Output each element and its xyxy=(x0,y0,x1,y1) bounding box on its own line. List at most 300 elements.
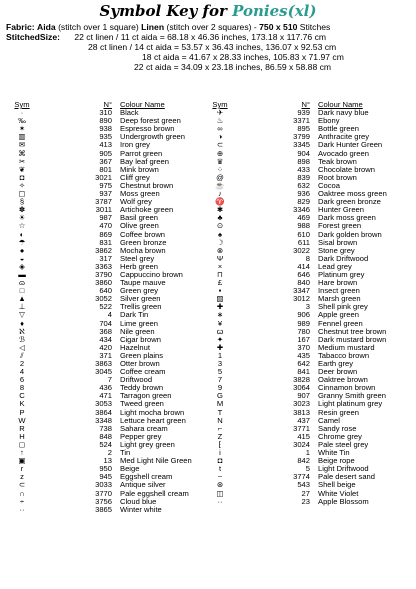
colour-name-cell: Sandy rose xyxy=(318,423,357,433)
colour-name-cell: Oaktree brown xyxy=(318,375,368,385)
number-cell: 3 xyxy=(305,302,310,312)
number-cell: 938 xyxy=(99,124,112,134)
symbol-cell: ♛ xyxy=(216,156,224,166)
colour-name-cell: Dark golden brown xyxy=(318,229,382,239)
number-cell: 3770 xyxy=(95,488,112,498)
symbol-cell: ⌘ xyxy=(18,148,26,158)
fabric-aida: Aida xyxy=(37,22,56,32)
colour-name-cell: Eggshell cream xyxy=(120,472,173,482)
number-cell: 27 xyxy=(301,488,310,498)
colour-name-cell: Shell beige xyxy=(318,480,356,490)
table-row xyxy=(208,490,413,498)
table-row xyxy=(208,117,413,125)
colour-name-cell: Tweed green xyxy=(120,399,164,409)
symbol-cell: ∞ xyxy=(217,124,223,134)
fabric-row xyxy=(6,22,412,32)
symbol-cell: ℵ xyxy=(19,326,25,336)
symbol-cell: ✱ xyxy=(216,205,224,215)
number-cell: 939 xyxy=(297,108,310,118)
symbol-cell: Z xyxy=(217,431,223,441)
header-num: N° xyxy=(301,100,310,109)
symbol-cell: ♦ xyxy=(20,318,24,328)
colour-name-cell: Cloud blue xyxy=(120,496,157,506)
fabric-label: Fabric: xyxy=(6,22,35,32)
colour-name-cell: Basil green xyxy=(120,213,158,223)
symbol-cell: ✽ xyxy=(18,205,26,215)
table-row xyxy=(208,311,413,319)
table-row xyxy=(208,271,413,279)
number-cell: 8 xyxy=(305,253,310,263)
number-cell: 3012 xyxy=(293,294,310,304)
number-cell: 906 xyxy=(297,310,310,320)
colour-name-cell: Mocha brown xyxy=(120,245,166,255)
number-cell: 987 xyxy=(99,213,112,223)
colour-name-cell: Hazelnut xyxy=(120,342,150,352)
table-row xyxy=(208,441,413,449)
colour-name-cell: Forest green xyxy=(318,221,362,231)
colour-name-cell: Ebony xyxy=(318,116,340,126)
number-cell: 522 xyxy=(99,302,112,312)
colour-name-cell: Dark navy blue xyxy=(318,108,369,118)
title-prefix: Symbol Key for xyxy=(99,2,233,20)
number-cell: 370 xyxy=(297,342,310,352)
number-cell: 3347 xyxy=(293,286,310,296)
size-value-4: 22 ct aida = 34.09 x 23.18 inches, 86.59 x 58.88 cm xyxy=(134,62,332,72)
symbol-cell: 4 xyxy=(19,367,25,377)
table-row xyxy=(208,417,413,425)
colour-name-cell: Chestnut brown xyxy=(120,180,174,190)
number-cell: 4 xyxy=(107,310,112,320)
colour-name-cell: Artichoke green xyxy=(120,205,174,215)
symbol-cell: ● xyxy=(19,245,25,255)
number-cell: 3863 xyxy=(95,359,112,368)
number-cell: 371 xyxy=(99,350,112,360)
symbol-cell: ·· xyxy=(19,504,25,514)
table-row xyxy=(208,158,413,166)
table-row xyxy=(208,287,413,295)
number-cell: 470 xyxy=(99,221,112,231)
symbol-cell: ⊂ xyxy=(18,480,26,490)
colour-name-cell: Resin green xyxy=(318,407,359,417)
number-cell: 937 xyxy=(99,189,112,199)
table-row xyxy=(208,352,413,360)
number-cell: 842 xyxy=(297,456,310,466)
colour-name-cell: Oaktree moss green xyxy=(318,189,387,199)
colour-name-cell: Winter white xyxy=(120,504,162,514)
symbol-cell: 8 xyxy=(19,383,25,393)
colour-name-cell: Deep forest green xyxy=(120,116,181,126)
number-cell: 415 xyxy=(297,431,310,441)
table-row xyxy=(208,425,413,433)
colour-name-cell: Bay leaf green xyxy=(120,156,169,166)
colour-name-cell: Antique silver xyxy=(120,480,166,490)
colour-name-cell: Herb green xyxy=(120,261,158,271)
number-cell: 3860 xyxy=(95,278,112,288)
table-row xyxy=(10,506,205,514)
number-cell: 907 xyxy=(297,391,310,401)
symbol-cell: ▽ xyxy=(19,310,25,320)
symbol-cell: G xyxy=(217,391,223,401)
symbol-cell: ⁘ xyxy=(216,164,224,174)
number-cell: 935 xyxy=(99,132,112,142)
number-cell: 950 xyxy=(99,464,112,474)
symbol-cell: ↑ xyxy=(20,448,24,458)
number-cell: 317 xyxy=(99,253,112,263)
number-cell: 543 xyxy=(297,480,310,490)
number-cell: 3346 xyxy=(293,205,310,215)
colour-name-cell: Tabacco brown xyxy=(318,350,370,360)
number-cell: 975 xyxy=(99,180,112,190)
fabric-info xyxy=(6,22,412,72)
symbol-cell: ☆ xyxy=(18,221,26,231)
colour-name-cell: Teak brown xyxy=(318,156,357,166)
colour-name-cell: Cinnamon brown xyxy=(318,383,376,393)
colour-name-cell: White Violet xyxy=(318,488,359,498)
colour-name-cell: Beige rope xyxy=(318,456,355,466)
number-cell: 3348 xyxy=(95,415,112,425)
table-row xyxy=(208,263,413,271)
number-cell: 167 xyxy=(297,334,310,344)
table-row xyxy=(208,360,413,368)
symbol-cell: ▣ xyxy=(18,456,26,466)
number-cell: 646 xyxy=(297,269,310,279)
symbol-cell: C xyxy=(19,391,25,401)
number-cell: 904 xyxy=(297,148,310,158)
symbol-cell: ⊕ xyxy=(216,148,224,158)
symbol-cell: ☽ xyxy=(216,237,224,247)
table-row xyxy=(208,125,413,133)
colour-name-cell: Green bronze xyxy=(120,237,167,247)
symbol-cell: ·· xyxy=(217,496,223,506)
symbol-cell: ℬ xyxy=(19,334,25,344)
symbol-cell: ⁅ xyxy=(218,439,222,449)
symbol-cell: £ xyxy=(217,278,223,288)
symbol-cell: ▨ xyxy=(216,294,224,304)
number-cell: 945 xyxy=(99,472,112,482)
symbol-cell: ◫ xyxy=(216,488,224,498)
colour-name-cell: Dark Driftwood xyxy=(318,253,369,263)
symbol-cell: ¥ xyxy=(217,318,223,328)
symbol-cell: R xyxy=(19,423,25,433)
colour-name-cell: Dark mustard brown xyxy=(318,334,387,344)
symbol-cell: ✶ xyxy=(18,124,26,134)
number-cell: 642 xyxy=(297,359,310,368)
table-row xyxy=(208,433,413,441)
table-row xyxy=(208,206,413,214)
colour-name-cell: Parrot green xyxy=(120,148,163,158)
colour-name-cell: Hare brown xyxy=(318,278,358,288)
fabric-aida-note: (stitch over 1 square) xyxy=(58,22,139,32)
stitched-size-label: StitchedSize: xyxy=(6,32,60,42)
colour-name-cell: Marsh green xyxy=(318,294,361,304)
symbol-cell: 9 xyxy=(217,383,223,393)
size-value-2: 28 ct linen / 14 ct aida = 53.57 x 36.43 inches, 136.07 x 92.53 cm xyxy=(88,42,337,52)
colour-name-cell: Steel grey xyxy=(120,253,155,263)
number-cell: 3023 xyxy=(293,399,310,409)
symbol-cell: ♨ xyxy=(216,116,224,126)
colour-name-cell: Coffee brown xyxy=(120,229,166,239)
colour-name-cell: Lead grey xyxy=(318,261,352,271)
symbol-cell: ÷ xyxy=(19,496,25,506)
symbol-cell: r xyxy=(20,464,24,474)
symbol-cell: ◈ xyxy=(19,261,25,271)
symbol-cell: ◘ xyxy=(217,456,223,466)
symbol-cell: ❦ xyxy=(18,164,26,174)
number-cell: 3371 xyxy=(293,116,310,126)
number-cell: 3345 xyxy=(293,140,310,150)
colour-name-cell: Green plains xyxy=(120,350,164,360)
number-cell: 23 xyxy=(301,496,310,506)
number-cell: 704 xyxy=(99,318,112,328)
symbol-cell: 7 xyxy=(217,375,223,385)
symbol-cell: t xyxy=(218,464,222,474)
colour-name-cell: Green grey xyxy=(120,286,158,296)
colour-name-cell: Beige xyxy=(120,464,140,474)
symbol-cell: ⌐ xyxy=(217,423,223,433)
size-value-1: 22 ct linen / 11 ct aida = 68.18 x 46.36 inches, 173.18 x 117.76 cm xyxy=(74,32,327,42)
colour-name-cell: Lime green xyxy=(120,318,158,328)
symbol-cell: 5 xyxy=(217,367,223,377)
symbol-cell: ☕ xyxy=(215,180,225,190)
fabric-linen: Linen xyxy=(141,22,165,32)
number-cell: 414 xyxy=(297,261,310,271)
colour-name-cell: Light platinum grey xyxy=(318,399,383,409)
table-row xyxy=(208,376,413,384)
symbol-cell: ∩ xyxy=(19,488,25,498)
header-name: Colour Name xyxy=(120,100,165,109)
symbol-cell: ⊥ xyxy=(18,302,26,312)
colour-name-cell: Shell pink grey xyxy=(318,302,368,312)
symbol-cell: ♠ xyxy=(217,229,223,239)
symbol-cell: ⊙ xyxy=(216,221,224,231)
symbol-cell: × xyxy=(217,261,223,271)
symbol-cell: ✧ xyxy=(18,180,26,190)
table-row xyxy=(208,150,413,158)
number-cell: 437 xyxy=(297,415,310,425)
colour-name-cell: Chestnut tree brown xyxy=(318,326,387,336)
number-cell: 5 xyxy=(305,464,310,474)
number-cell: 3828 xyxy=(293,375,310,385)
size-row-2 xyxy=(6,42,412,52)
colour-name-cell: Medium mustard xyxy=(318,342,375,352)
number-cell: 368 xyxy=(99,326,112,336)
number-cell: 434 xyxy=(99,334,112,344)
colour-name-cell: Lettuce heart green xyxy=(120,415,186,425)
colour-name-cell: Pale eggshell cream xyxy=(120,488,189,498)
symbol-cell: ⊓ xyxy=(217,269,223,279)
symbol-cell: ◁ xyxy=(19,342,25,352)
symbol-cell: ◻ xyxy=(18,439,26,449)
number-cell: 3053 xyxy=(95,399,112,409)
colour-name-cell: Olive green xyxy=(120,221,159,231)
number-cell: 3790 xyxy=(95,269,112,279)
table-row xyxy=(208,400,413,408)
symbol-cell: ✚ xyxy=(216,302,224,312)
symbol-cell: ♈ xyxy=(215,197,225,207)
colour-name-cell: Teddy brown xyxy=(120,383,164,393)
number-cell: 3052 xyxy=(95,294,112,304)
number-cell: 3862 xyxy=(95,245,112,255)
symbol-cell: ✦ xyxy=(216,334,224,344)
symbol-cell: ⊂ xyxy=(216,140,224,150)
colour-name-cell: Wolf grey xyxy=(120,197,152,207)
number-cell: 780 xyxy=(297,326,310,336)
table-row xyxy=(208,368,413,376)
number-cell: 471 xyxy=(99,391,112,401)
table-row xyxy=(208,498,413,506)
number-cell: 738 xyxy=(99,423,112,433)
number-cell: 2 xyxy=(107,448,112,458)
symbol-cell: ▪ xyxy=(218,286,222,296)
number-cell: 841 xyxy=(297,367,310,377)
number-cell: 829 xyxy=(297,197,310,207)
symbol-cell: ✂ xyxy=(18,156,26,166)
symbol-cell: ◘ xyxy=(19,172,25,182)
number-cell: 3864 xyxy=(95,407,112,417)
colour-name-cell: Otter brown xyxy=(120,359,160,368)
symbol-cell: N xyxy=(217,415,223,425)
symbol-cell: @ xyxy=(216,172,224,182)
colour-name-cell: Driftwood xyxy=(120,375,153,385)
colour-name-cell: Dark green bronze xyxy=(318,197,381,207)
colour-name-cell: Sahara cream xyxy=(120,423,168,433)
number-cell: 3774 xyxy=(293,472,310,482)
number-cell: 3771 xyxy=(293,423,310,433)
colour-name-cell: Trellis green xyxy=(120,302,162,312)
symbol-cell: T xyxy=(217,407,223,417)
colour-name-cell: Mink brown xyxy=(120,164,159,174)
colour-name-cell: Cappuccino brown xyxy=(120,269,183,279)
symbol-cell: ɷ xyxy=(19,278,25,288)
colour-name-cell: Iron grey xyxy=(120,140,150,150)
symbol-cell: P xyxy=(19,407,25,417)
colour-name-cell: Taupe mauve xyxy=(120,278,166,288)
symbol-cell: · xyxy=(20,108,24,118)
table-row xyxy=(208,109,413,117)
colour-name-cell: Moss green xyxy=(120,189,160,199)
table-row xyxy=(208,239,413,247)
symbol-cell: ⊗ xyxy=(216,245,224,255)
number-cell: 3756 xyxy=(95,496,112,506)
number-cell: 433 xyxy=(297,164,310,174)
colour-name-cell: Dark Hunter Green xyxy=(318,140,383,150)
number-cell: 3813 xyxy=(293,407,310,417)
table-row xyxy=(208,214,413,222)
colour-name-cell: Nile green xyxy=(120,326,155,336)
table-row xyxy=(208,344,413,352)
colour-name-cell: Apple Blossom xyxy=(318,496,369,506)
colour-name-cell: Coffee cream xyxy=(120,367,166,377)
colour-name-cell: Espresso brown xyxy=(120,124,175,134)
number-cell: 3011 xyxy=(95,205,112,215)
symbol-cell: z xyxy=(20,472,24,482)
table-row xyxy=(208,198,413,206)
table-row xyxy=(208,481,413,489)
table-row xyxy=(208,336,413,344)
symbol-cell: ♪ xyxy=(218,189,222,199)
symbol-cell: ✚ xyxy=(216,342,224,352)
number-cell: 3799 xyxy=(293,132,310,142)
symbol-cell: ⊛ xyxy=(216,480,224,490)
symbol-cell: ▥ xyxy=(18,132,26,142)
symbol-cell: K xyxy=(19,399,25,409)
colour-name-cell: Undergrowth green xyxy=(120,132,186,142)
table-row xyxy=(208,231,413,239)
symbol-table-left xyxy=(10,101,205,514)
number-cell: 840 xyxy=(297,278,310,288)
size-value-3: 18 ct aida = 41.67 x 28.33 inches, 105.83 x 71.97 cm xyxy=(142,52,344,62)
colour-name-cell: Granny Smith green xyxy=(318,391,386,401)
table-row xyxy=(208,279,413,287)
fabric-linen-note: (stitch over 2 squares) - xyxy=(166,22,257,32)
symbol-cell: ◑ xyxy=(217,132,223,142)
page-title xyxy=(0,2,416,20)
number-cell: 610 xyxy=(297,229,310,239)
table-row xyxy=(208,166,413,174)
number-cell: 367 xyxy=(99,156,112,166)
colour-name-cell: Sisal brown xyxy=(318,237,358,247)
number-cell: 3045 xyxy=(95,367,112,377)
colour-name-cell: White Tin xyxy=(318,448,350,458)
colour-name-cell: Platinum grey xyxy=(318,269,365,279)
symbol-cell: 1 xyxy=(217,350,223,360)
number-cell: 869 xyxy=(99,229,112,239)
colour-name-cell: Pepper grey xyxy=(120,431,162,441)
header-name: Colour Name xyxy=(318,100,363,109)
colour-name-cell: Dark moss green xyxy=(318,213,376,223)
number-cell: 413 xyxy=(99,140,112,150)
number-cell: 524 xyxy=(99,439,112,449)
symbol-cell: H xyxy=(19,431,25,441)
colour-name-cell: Med Light Nile Green xyxy=(120,456,192,466)
number-cell: 848 xyxy=(99,431,112,441)
header-sym: Sym xyxy=(14,100,30,109)
colour-name-cell: Bottle green xyxy=(318,124,359,134)
symbol-cell: ✈ xyxy=(216,108,224,118)
number-cell: 839 xyxy=(297,172,310,182)
table-row xyxy=(208,473,413,481)
colour-name-cell: Dark Tin xyxy=(120,310,149,320)
colour-name-cell: Chrome grey xyxy=(318,431,362,441)
number-cell: 469 xyxy=(297,213,310,223)
table-row xyxy=(208,190,413,198)
colour-name-cell: Cigar brown xyxy=(120,334,161,344)
table-row xyxy=(208,141,413,149)
header-sym: Sym xyxy=(212,100,228,109)
stitch-count: 750 x 510 xyxy=(259,22,298,32)
colour-name-cell: Anthracite grey xyxy=(318,132,370,142)
symbol-cell: ꞷ xyxy=(216,326,224,336)
colour-name-cell: Light Driftwood xyxy=(318,464,369,474)
symbol-cell: ▬ xyxy=(18,269,26,279)
colour-name-cell: Tin xyxy=(120,448,131,458)
number-cell: 3787 xyxy=(95,197,112,207)
number-cell: 989 xyxy=(297,318,310,328)
size-row-1 xyxy=(6,32,412,42)
symbol-cell: M xyxy=(216,399,224,409)
number-cell: 936 xyxy=(297,189,310,199)
symbol-cell: W xyxy=(18,415,26,425)
symbol-cell: ‰ xyxy=(18,116,26,126)
colour-name-cell: Cocoa xyxy=(318,180,340,190)
colour-name-cell: Light mocha brown xyxy=(120,407,185,417)
colour-name-cell: Chocolate brown xyxy=(318,164,375,174)
table-row xyxy=(208,457,413,465)
colour-name-cell: Tarragon green xyxy=(120,391,172,401)
symbol-cell: ◒ xyxy=(19,253,25,263)
colour-name-cell: Hunter Green xyxy=(318,205,365,215)
number-cell: 905 xyxy=(99,148,112,158)
